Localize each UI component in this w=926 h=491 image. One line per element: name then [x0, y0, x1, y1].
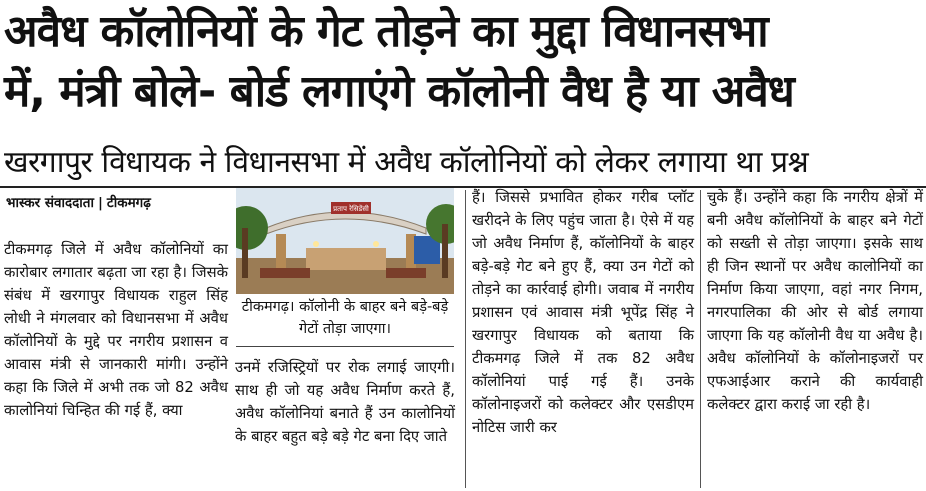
article-column-1: टीकमगढ़ जिले में अवैध कॉलोनियों का कारोबार लगातार बढ़ता जा रहा है। जिसके संबंध में खरगापुर विधायक राहुल सिंह लोधी ने मंगलवार को विधानसभा में अवैध कॉलोनियों के मुद्दे पर नगरीय प्रशासन व आवास मंत्री से जानकारी मांगी। उन्होंने कहा कि जिले में अभी तक जो 82 अवैध कालोनियां चिन्हित की गई हैं, क्या: [4, 241, 228, 419]
colony-gate-illustration: [236, 188, 454, 294]
byline-reporter: भास्कर संवाददाता: [6, 195, 94, 211]
photo-caption: टीकमगढ़। कॉलोनी के बाहर बने बड़े-बड़े गेटों तोड़ा जाएगा।: [236, 296, 454, 340]
column-divider-3: [465, 190, 466, 488]
headline-line-2: में, मंत्री बोले- बोर्ड लगाएंगे कॉलोनी वैध है या अवैध: [4, 66, 794, 117]
gate-board-text: प्रताप रेसिडेंसी: [333, 205, 369, 213]
byline-separator: |: [97, 195, 103, 211]
byline: [6, 193, 151, 211]
article-column-4: चुके हैं। उन्होंने कहा कि नगरीय क्षेत्रों में बनी अवैध कॉलोनियों के बाहर बने गेटों को सख्ती से तोड़ा जाएगा। इसके साथ ही जिन स्थानों पर अवैध कालोनियों का निर्माण किया जाएगा, वहां नगर निगम, नगरपालिका की ओर से बोर्ड लगाया जाएगा कि यह कॉलोनी वैध या अवैध है। अवैध कॉलोनियों के कॉलोनाइजरों पर एफआईआर कराने की कार्यवाही कलेक्टर द्वारा कराई जा रही है।: [707, 189, 923, 413]
article-column-2: उनमें रजिस्ट्रियों पर रोक लगाई जाएगी। साथ ही जो यह अवैध निर्माण करते हैं, अवैध कॉलोनियां बनाते हैं उन कालोनियों के बाहर बहुत बड़े बड़े गेट बना दिए जाते: [235, 359, 455, 445]
byline-place: टीकमगढ़: [106, 195, 151, 211]
subheadline: खरगापुर विधायक ने विधानसभा में अवैध कॉलोनियों को लेकर लगाया था प्रश्न: [4, 145, 809, 180]
column-divider-4: [700, 190, 701, 488]
news-photo: [236, 188, 454, 294]
article-column-3: हैं। जिससे प्रभावित होकर गरीब प्लॉट खरीदने के लिए पहुंच जाता है। ऐसे में यह जो अवैध निर्माण हैं, कॉलोनियों के बाहर बड़े-बड़े गेट बने हुए हैं, क्या उन गेटों को तोड़ने का कार्रवाई होगी। जवाब में नगरीय प्रशासन एवं आवास मंत्री भूपेंद्र सिंह ने खरगापुर विधायक को बताया कि टीकमगढ़ जिले में तक 82 अवैध कॉलोनियां पाई गई हैं। उनके कॉलोनाइजरों को कलेक्टर और एसडीएम नोटिस जारी कर: [472, 189, 694, 436]
headline-line-1: अवैध कॉलोनियों के गेट तोड़ने का मुद्दा विधानसभा: [4, 6, 768, 57]
caption-rule: [236, 346, 454, 347]
